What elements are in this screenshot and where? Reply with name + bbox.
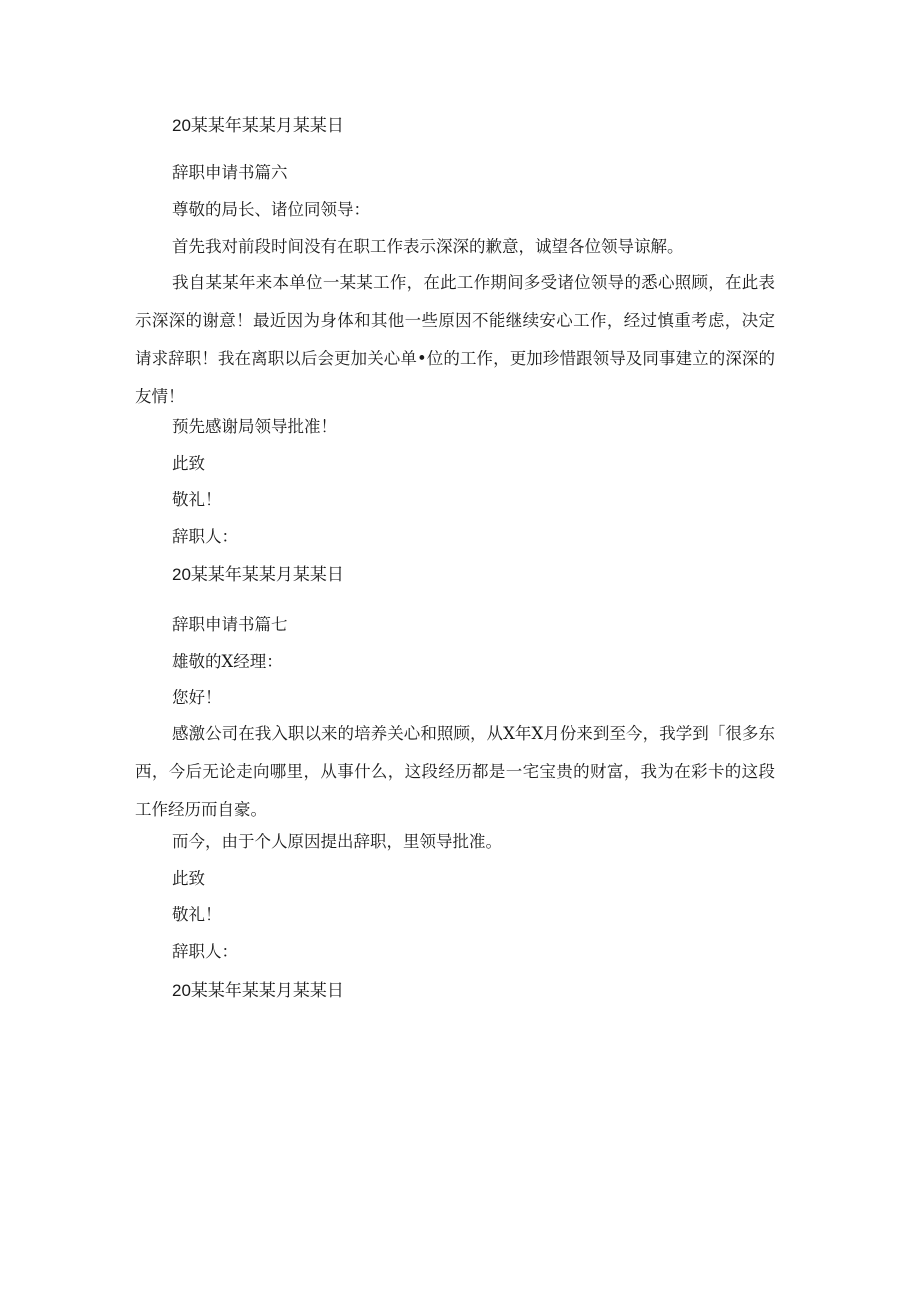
section-six-paragraph-2: 我自某某年来本单位一某某工作，在此工作期间多受诸位领导的悉心照顾，在此表示深深的谢意！最近因为身体和其他一些原因不能继续安心工作，经过慎重考虑，决定请求辞职！我在离职以后会更加关心单•位的工作，更加珍惜跟领导及同事建立的深深的友情！ — [135, 273, 775, 406]
section-seven-signer: 辞职人： — [172, 942, 238, 961]
section-seven-greeting: 您好！ — [172, 688, 222, 707]
section-six-salutation: 尊敬的局长、诸位同领导： — [172, 200, 370, 219]
section-six-closing-1: 此致 — [172, 454, 205, 473]
section-seven-paragraph-1: 感激公司在我入职以来的培养关心和照顾，从X年X月份来到至今，我学到「很多东西，今后无论走向哪里，从事什么，这段经历都是一宅宝贵的财富，我为在彩卡的这段工作经历而自豪。 — [135, 724, 775, 819]
section-six-closing-2: 敬礼！ — [172, 490, 222, 509]
previous-section-date: 20某某年某某月某某日 — [172, 116, 344, 135]
section-six-paragraph-1: 首先我对前段时间没有在职工作表示深深的歉意，诚望各位领导谅解。 — [172, 237, 684, 256]
section-seven-heading: 辞职申请书篇七 — [172, 615, 288, 634]
section-seven-paragraph-2: 而今，由于个人原因提出辞职，里领导批准。 — [172, 832, 502, 851]
section-seven-date: 20某某年某某月某某日 — [172, 981, 344, 1000]
section-six-paragraph-3: 预先感谢局领导批准！ — [172, 417, 337, 436]
section-seven-closing-2: 敬礼！ — [172, 905, 222, 924]
section-six-heading: 辞职申请书篇六 — [172, 163, 288, 182]
section-six-signer: 辞职人： — [172, 527, 238, 546]
section-six-date: 20某某年某某月某某日 — [172, 565, 344, 584]
section-seven-salutation: 雄敬的X经理： — [172, 652, 283, 671]
section-seven-closing-1: 此致 — [172, 869, 205, 888]
